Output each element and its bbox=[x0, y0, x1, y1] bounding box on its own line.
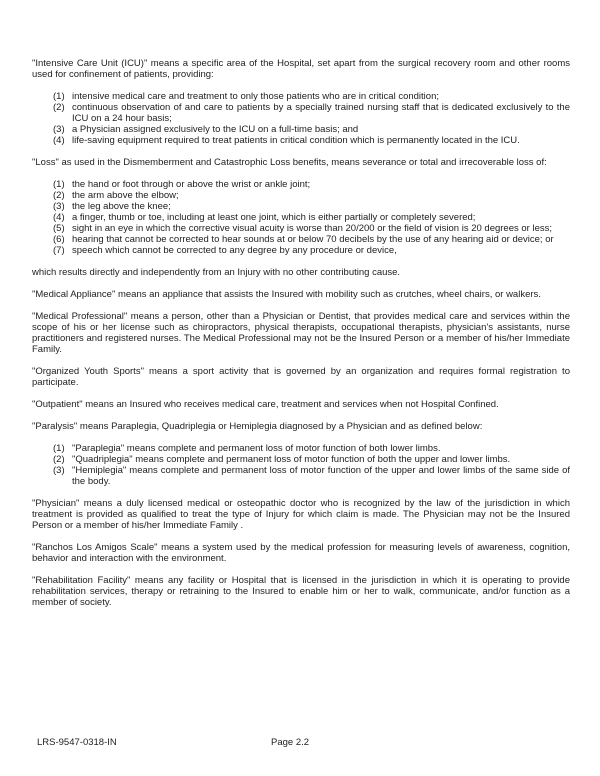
definition-list bbox=[32, 179, 570, 256]
item-number: (6) bbox=[53, 234, 65, 245]
item-number: (4) bbox=[53, 135, 65, 146]
form-number: LRS-9547-0318-IN bbox=[37, 737, 117, 748]
document-body bbox=[32, 58, 570, 619]
item-text: the hand or foot through or above the wrist or ankle joint; bbox=[72, 179, 311, 190]
paragraph: "Organized Youth Sports" means a sport activity that is governed by an organization and requires formal registration to participate. bbox=[32, 366, 570, 388]
list-item bbox=[53, 91, 570, 102]
item-text: speech which cannot be corrected to any degree by any procedure or device, bbox=[72, 245, 397, 256]
list-item bbox=[53, 179, 570, 190]
item-number: (1) bbox=[53, 443, 65, 454]
item-number: (5) bbox=[53, 223, 65, 234]
item-text: the arm above the elbow; bbox=[72, 190, 179, 201]
page-number: Page 2.2 bbox=[271, 737, 310, 748]
item-text: "Paraplegia" means complete and permanent loss of motor function of both lower limbs. bbox=[72, 443, 441, 454]
item-text: "Quadriplegia" means complete and permanent loss of motor function of both the upper and lower limbs. bbox=[72, 454, 511, 465]
list-item bbox=[53, 454, 570, 465]
paragraph: "Ranchos Los Amigos Scale" means a system used by the medical profession for measuring levels of awareness, cognition, behavior and interaction with the environment. bbox=[32, 542, 570, 564]
item-number: (2) bbox=[53, 454, 65, 465]
paragraph: which results directly and independently from an Injury with no other contributing cause. bbox=[32, 267, 401, 278]
item-number: (1) bbox=[53, 91, 65, 102]
item-number: (3) bbox=[53, 124, 65, 135]
item-text: hearing that cannot be corrected to hear sounds at or below 70 decibels by the use of any hearing aid or device; or bbox=[72, 234, 554, 245]
paragraph: "Medical Professional" means a person, other than a Physician or Dentist, that provides medical care and services within the scope of his or her license such as chiropractors, physical therapists, occupational therapists, physician's assistants, nurse practitioners and registered nurses. The Medical Professional may not be the Insured Person or a member of his/her Immediate Family. bbox=[32, 311, 570, 355]
paragraph: "Medical Appliance" means an appliance that assists the Insured with mobility such as crutches, wheel chairs, or walkers. bbox=[32, 289, 541, 300]
item-text: intensive medical care and treatment to only those patients who are in critical condition; bbox=[72, 91, 440, 102]
item-text: the leg above the knee; bbox=[72, 201, 171, 212]
item-text: a finger, thumb or toe, including at least one joint, which is either partially or completely severed; bbox=[72, 212, 476, 223]
item-text: sight in an eye in which the corrective visual acuity is worse than 20/200 or the field of vision is 20 degrees or less; bbox=[72, 223, 553, 234]
list-item bbox=[53, 465, 570, 487]
list-item bbox=[53, 135, 570, 146]
list-item bbox=[53, 443, 570, 454]
paragraph: "Rehabilitation Facility" means any facility or Hospital that is licensed in the jurisdiction in which it is operating to provide rehabilitation services, therapy or retraining to the Insured to enable him or her to walk, communicate, and/or function as a member of society. bbox=[32, 575, 570, 608]
item-text: a Physician assigned exclusively to the ICU on a full-time basis; and bbox=[72, 124, 359, 135]
list-item bbox=[53, 201, 570, 212]
paragraph: "Paralysis" means Paraplegia, Quadriplegia or Hemiplegia diagnosed by a Physician and as defined below: bbox=[32, 421, 483, 432]
list-item bbox=[53, 234, 570, 245]
paragraph: "Physician" means a duly licensed medical or osteopathic doctor who is recognized by the law of the jurisdiction in which treatment is provided as qualified to treat the type of Injury for which claim is made. The Physician may not be the Insured Person or a member of his/her Immediate Family . bbox=[32, 498, 570, 531]
item-number: (4) bbox=[53, 212, 65, 223]
item-number: (3) bbox=[53, 465, 65, 476]
definition-list bbox=[32, 91, 570, 146]
list-item bbox=[53, 102, 570, 124]
list-item bbox=[53, 245, 570, 256]
item-number: (3) bbox=[53, 201, 65, 212]
item-number: (1) bbox=[53, 179, 65, 190]
list-item bbox=[53, 124, 570, 135]
paragraph: "Intensive Care Unit (ICU)" means a specific area of the Hospital, set apart from the surgical recovery room and other rooms used for confinement of patients, providing: bbox=[32, 58, 570, 80]
definition-list bbox=[32, 443, 570, 487]
item-number: (2) bbox=[53, 102, 65, 113]
page-footer bbox=[0, 737, 600, 749]
item-text: continuous observation of and care to patients by a specially trained nursing staff that is dedicated exclusively to the ICU on a 24 hour basis; bbox=[72, 102, 570, 124]
item-number: (7) bbox=[53, 245, 65, 256]
item-number: (2) bbox=[53, 190, 65, 201]
list-item bbox=[53, 212, 570, 223]
list-item bbox=[53, 190, 570, 201]
item-text: life-saving equipment required to treat patients in critical condition which is permanently located in the ICU. bbox=[72, 135, 520, 146]
list-item bbox=[53, 223, 570, 234]
paragraph: "Loss" as used in the Dismemberment and Catastrophic Loss benefits, means severance or total and irrecoverable loss of: bbox=[32, 157, 547, 168]
item-text: "Hemiplegia" means complete and permanent loss of motor function of the upper and lower limbs of the same side of the body. bbox=[72, 465, 570, 487]
paragraph: "Outpatient" means an Insured who receives medical care, treatment and services when not Hospital Confined. bbox=[32, 399, 499, 410]
